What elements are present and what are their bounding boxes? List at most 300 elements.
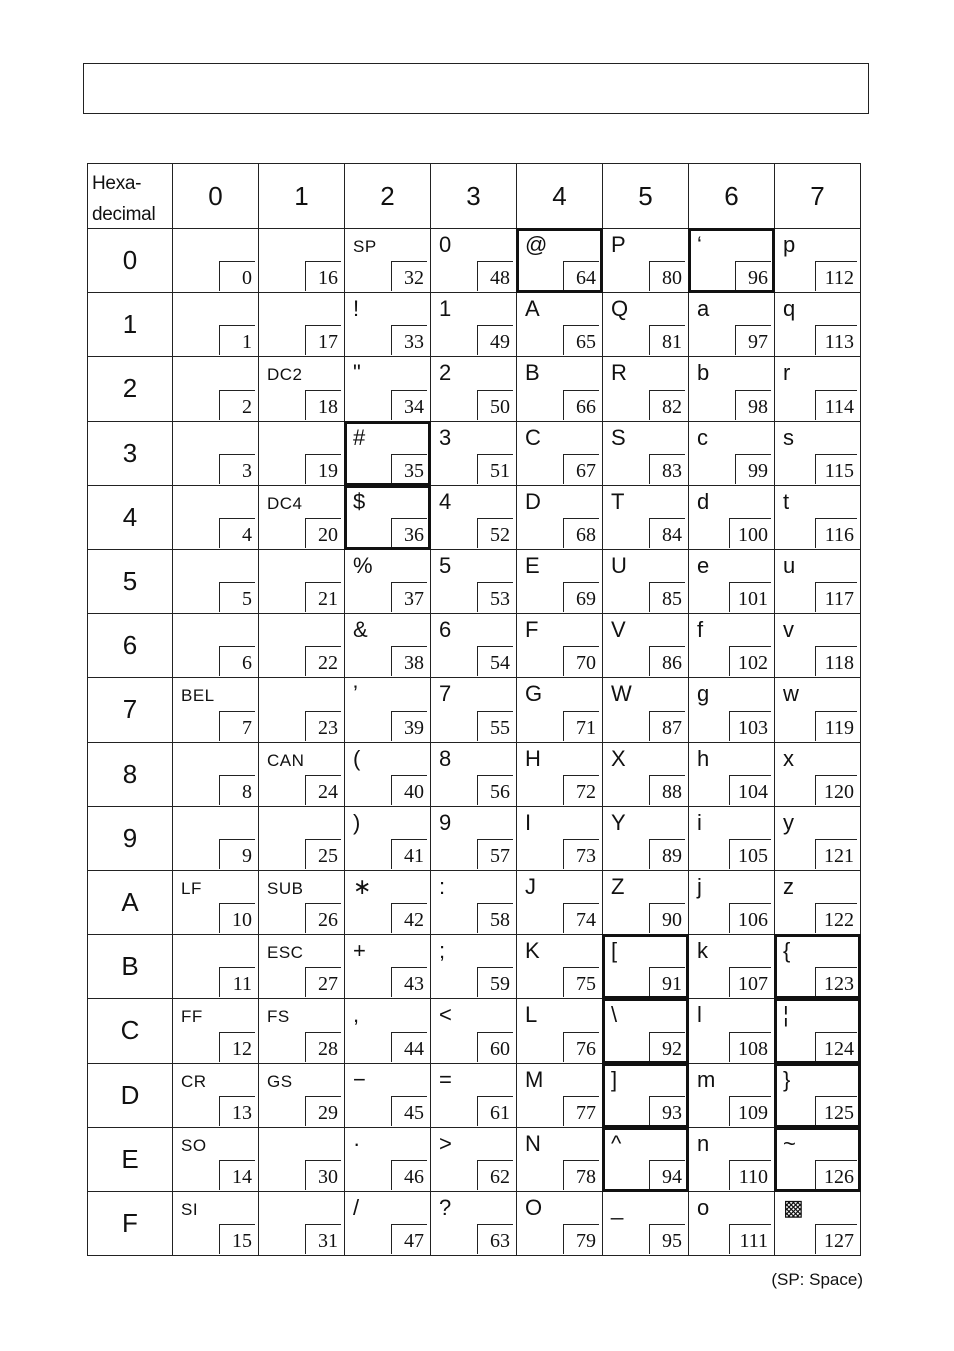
char-symbol: J — [525, 874, 536, 899]
char-symbol: , — [353, 1002, 360, 1028]
char-symbol: > — [439, 1130, 452, 1156]
column-header-5: 5 — [602, 163, 689, 229]
char-code: 113 — [815, 325, 857, 355]
char-cell — [430, 806, 517, 871]
char-cell — [344, 228, 431, 293]
row-header-13: D — [87, 1063, 173, 1128]
char-symbol: < — [439, 1002, 452, 1028]
char-symbol: E — [525, 553, 540, 578]
char-cell — [602, 356, 689, 421]
char-symbol: 9 — [439, 809, 452, 835]
char-code: 41 — [391, 839, 427, 869]
char-code: 54 — [477, 646, 513, 676]
char-code: 3 — [219, 454, 255, 484]
char-cell — [344, 1191, 431, 1256]
char-cell — [172, 998, 259, 1063]
char-symbol: v — [783, 617, 794, 643]
char-cell — [258, 998, 345, 1063]
char-symbol: m — [697, 1066, 716, 1092]
char-code: 81 — [649, 325, 685, 355]
char-code: 23 — [305, 711, 341, 741]
char-code: 73 — [563, 839, 599, 869]
char-symbol: 8 — [439, 745, 452, 771]
char-symbol: Q — [611, 296, 629, 322]
char-cell — [774, 549, 861, 614]
char-symbol: o — [697, 1195, 710, 1220]
row-header-14: E — [87, 1127, 173, 1192]
char-cell — [602, 806, 689, 871]
char-symbol: SP — [353, 237, 377, 256]
char-symbol: FF — [181, 1007, 203, 1027]
row-header-11: B — [87, 934, 173, 999]
char-cell — [516, 677, 603, 742]
char-symbol: SO — [181, 1135, 207, 1155]
char-symbol: P — [611, 232, 626, 257]
char-symbol: 2 — [439, 360, 452, 386]
column-header-3: 3 — [430, 163, 517, 229]
char-symbol: O — [525, 1195, 543, 1220]
char-cell — [344, 1063, 431, 1128]
char-cell — [602, 613, 689, 678]
char-code: 7 — [219, 711, 255, 741]
char-code: 107 — [729, 967, 771, 997]
char-cell — [516, 742, 603, 807]
char-code: 51 — [477, 454, 513, 484]
char-symbol: @ — [525, 232, 548, 257]
char-code: 58 — [477, 903, 513, 933]
char-symbol: h — [697, 745, 710, 771]
title-box — [83, 63, 869, 114]
char-symbol: 5 — [439, 553, 452, 578]
char-symbol: ▩ — [783, 1195, 804, 1220]
char-code: 118 — [815, 646, 857, 676]
char-code: 38 — [391, 646, 427, 676]
char-code: 34 — [391, 390, 427, 420]
char-code: 25 — [305, 839, 341, 869]
char-code: 127 — [815, 1224, 857, 1254]
char-code: 21 — [305, 582, 341, 612]
char-cell — [258, 1127, 345, 1192]
char-code: 96 — [735, 261, 771, 291]
char-symbol: s — [783, 424, 794, 450]
char-code: 19 — [305, 454, 341, 484]
char-code: 46 — [391, 1160, 427, 1190]
char-code: 102 — [729, 646, 771, 676]
char-code: 8 — [219, 775, 255, 805]
char-code: 103 — [729, 711, 771, 741]
char-cell — [258, 421, 345, 486]
char-code: 13 — [219, 1096, 255, 1126]
char-symbol: " — [353, 360, 361, 386]
char-code: 18 — [305, 390, 341, 420]
char-cell — [774, 934, 861, 999]
char-code: 98 — [735, 390, 771, 420]
char-cell — [516, 1063, 603, 1128]
char-code: 14 — [219, 1160, 255, 1190]
row-header-12: C — [87, 998, 173, 1063]
char-code: 32 — [391, 261, 427, 291]
char-code: 57 — [477, 839, 513, 869]
char-code: 105 — [729, 839, 771, 869]
char-code: 49 — [477, 325, 513, 355]
char-symbol: GS — [267, 1071, 293, 1091]
char-cell — [172, 421, 259, 486]
char-symbol: a — [697, 296, 710, 322]
char-symbol: S — [611, 424, 626, 450]
char-code: 117 — [815, 582, 857, 612]
char-symbol: 1 — [439, 296, 452, 322]
char-symbol: · — [353, 1130, 361, 1156]
char-symbol: ) — [353, 809, 361, 835]
char-symbol: B — [525, 360, 540, 386]
column-header-6: 6 — [688, 163, 775, 229]
footnote: (SP: Space) — [771, 1270, 863, 1289]
char-symbol: 0 — [439, 232, 452, 257]
char-symbol: u — [783, 553, 796, 578]
column-header-4: 4 — [516, 163, 603, 229]
char-symbol: C — [525, 424, 541, 450]
char-symbol: X — [611, 745, 626, 771]
char-code: 37 — [391, 582, 427, 612]
char-cell — [258, 228, 345, 293]
char-code: 31 — [305, 1224, 341, 1254]
char-code: 90 — [649, 903, 685, 933]
char-cell — [602, 549, 689, 614]
char-cell — [430, 292, 517, 357]
char-code: 27 — [305, 967, 341, 997]
char-cell — [344, 806, 431, 871]
char-cell — [602, 934, 689, 999]
char-symbol: $ — [353, 488, 366, 514]
char-cell — [774, 1191, 861, 1256]
char-cell — [344, 742, 431, 807]
char-symbol: d — [697, 488, 710, 514]
char-cell — [430, 356, 517, 421]
char-symbol: [ — [611, 938, 618, 964]
row-header-9: 9 — [87, 806, 173, 871]
char-cell — [172, 806, 259, 871]
char-cell — [344, 677, 431, 742]
char-code: 36 — [391, 518, 427, 548]
char-symbol: L — [525, 1002, 538, 1028]
row-header-3: 3 — [87, 421, 173, 486]
char-code: 61 — [477, 1096, 513, 1126]
char-cell — [172, 742, 259, 807]
char-code: 76 — [563, 1032, 599, 1062]
char-cell — [344, 485, 431, 550]
char-code: 56 — [477, 775, 513, 805]
char-code: 28 — [305, 1032, 341, 1062]
char-cell — [516, 1191, 603, 1256]
char-cell — [602, 228, 689, 293]
char-code: 124 — [815, 1032, 857, 1062]
char-code: 75 — [563, 967, 599, 997]
char-symbol: ’ — [353, 681, 358, 707]
char-symbol: c — [697, 424, 708, 450]
char-cell — [774, 356, 861, 421]
char-code: 62 — [477, 1160, 513, 1190]
char-symbol: LF — [181, 879, 202, 898]
char-cell — [774, 485, 861, 550]
char-symbol: b — [697, 360, 710, 386]
char-cell — [258, 742, 345, 807]
char-symbol: CR — [181, 1071, 207, 1091]
char-symbol: DC4 — [267, 493, 303, 513]
char-cell — [516, 421, 603, 486]
char-cell — [258, 806, 345, 871]
char-code: 15 — [219, 1224, 255, 1254]
char-symbol: } — [783, 1066, 791, 1092]
char-symbol: { — [783, 938, 791, 964]
char-cell — [688, 870, 775, 935]
char-code: 70 — [563, 646, 599, 676]
char-symbol: & — [353, 617, 368, 643]
row-header-7: 7 — [87, 677, 173, 742]
char-code: 108 — [729, 1032, 771, 1062]
char-cell — [344, 613, 431, 678]
row-header-8: 8 — [87, 742, 173, 807]
char-code: 87 — [649, 711, 685, 741]
char-symbol: j — [697, 874, 702, 899]
char-code: 45 — [391, 1096, 427, 1126]
char-code: 106 — [729, 903, 771, 933]
char-cell — [344, 870, 431, 935]
char-code: 71 — [563, 711, 599, 741]
char-code: 1 — [219, 325, 255, 355]
corner-label — [87, 163, 173, 229]
char-symbol: Z — [611, 874, 625, 899]
char-symbol: p — [783, 232, 796, 257]
char-code: 115 — [815, 454, 857, 484]
column-header-0: 0 — [172, 163, 259, 229]
char-symbol: I — [525, 809, 532, 835]
char-code: 52 — [477, 518, 513, 548]
char-code: 39 — [391, 711, 427, 741]
char-cell — [688, 1191, 775, 1256]
char-symbol: ~ — [783, 1130, 796, 1156]
char-cell — [258, 1063, 345, 1128]
char-cell — [516, 806, 603, 871]
char-symbol: Y — [611, 809, 626, 835]
char-cell — [172, 613, 259, 678]
char-cell — [344, 934, 431, 999]
char-symbol: ^ — [611, 1130, 622, 1156]
char-code: 47 — [391, 1224, 427, 1254]
char-symbol: 3 — [439, 424, 452, 450]
char-cell — [774, 677, 861, 742]
char-symbol: e — [697, 553, 710, 578]
char-code: 29 — [305, 1096, 341, 1126]
char-symbol: H — [525, 745, 541, 771]
char-symbol: ESC — [267, 943, 304, 963]
char-cell — [688, 1063, 775, 1128]
char-code: 67 — [563, 454, 599, 484]
char-cell — [172, 485, 259, 550]
char-symbol: ( — [353, 745, 361, 771]
char-cell — [172, 1063, 259, 1128]
char-cell — [602, 1127, 689, 1192]
char-code: 111 — [729, 1224, 771, 1254]
char-cell — [430, 421, 517, 486]
char-cell — [688, 613, 775, 678]
char-code: 94 — [649, 1160, 685, 1190]
row-header-4: 4 — [87, 485, 173, 550]
char-code: 72 — [563, 775, 599, 805]
char-code: 93 — [649, 1096, 685, 1126]
char-code: 50 — [477, 390, 513, 420]
char-code: 22 — [305, 646, 341, 676]
char-cell — [602, 742, 689, 807]
char-symbol: BEL — [181, 686, 215, 706]
char-code: 120 — [815, 775, 857, 805]
char-cell — [344, 292, 431, 357]
column-header-2: 2 — [344, 163, 431, 229]
char-cell — [172, 228, 259, 293]
char-symbol: i — [697, 809, 702, 835]
char-cell — [516, 870, 603, 935]
char-code: 11 — [219, 967, 255, 997]
char-code: 6 — [219, 646, 255, 676]
char-symbol: n — [697, 1130, 710, 1156]
char-code: 24 — [305, 775, 341, 805]
char-cell — [602, 870, 689, 935]
char-code: 84 — [649, 518, 685, 548]
char-cell — [430, 677, 517, 742]
char-code: 122 — [815, 903, 857, 933]
char-code: 64 — [563, 261, 599, 291]
char-symbol: K — [525, 938, 540, 964]
char-code: 20 — [305, 518, 341, 548]
char-cell — [602, 677, 689, 742]
char-code: 95 — [649, 1224, 685, 1254]
char-cell — [688, 356, 775, 421]
char-symbol: l — [697, 1002, 702, 1028]
char-cell — [258, 870, 345, 935]
char-cell — [172, 1191, 259, 1256]
char-code: 2 — [219, 390, 255, 420]
char-cell — [258, 1191, 345, 1256]
char-cell — [688, 934, 775, 999]
char-symbol: ? — [439, 1195, 452, 1220]
row-header-10: A — [87, 870, 173, 935]
char-symbol: _ — [611, 1195, 624, 1220]
char-cell — [430, 228, 517, 293]
char-cell — [688, 292, 775, 357]
row-header-1: 1 — [87, 292, 173, 357]
char-symbol: 7 — [439, 681, 452, 707]
char-cell — [688, 421, 775, 486]
char-code: 121 — [815, 839, 857, 869]
char-code: 104 — [729, 775, 771, 805]
char-cell — [344, 1127, 431, 1192]
char-symbol: R — [611, 360, 627, 386]
char-code: 109 — [729, 1096, 771, 1126]
char-cell — [688, 742, 775, 807]
char-cell — [258, 485, 345, 550]
char-code: 5 — [219, 582, 255, 612]
char-symbol: D — [525, 488, 541, 514]
char-cell — [516, 1127, 603, 1192]
char-cell — [430, 998, 517, 1063]
char-symbol: q — [783, 296, 796, 322]
char-cell — [172, 292, 259, 357]
char-code: 74 — [563, 903, 599, 933]
char-code: 116 — [815, 518, 857, 548]
char-code: 68 — [563, 518, 599, 548]
char-code: 114 — [815, 390, 857, 420]
char-symbol: G — [525, 681, 543, 707]
char-code: 88 — [649, 775, 685, 805]
char-cell — [430, 1191, 517, 1256]
char-code: 17 — [305, 325, 341, 355]
char-code: 69 — [563, 582, 599, 612]
char-cell — [774, 1063, 861, 1128]
char-code: 79 — [563, 1224, 599, 1254]
char-code: 66 — [563, 390, 599, 420]
char-cell — [688, 677, 775, 742]
char-cell — [774, 806, 861, 871]
row-header-6: 6 — [87, 613, 173, 678]
char-symbol: / — [353, 1195, 360, 1220]
char-code: 9 — [219, 839, 255, 869]
char-code: 82 — [649, 390, 685, 420]
char-symbol: − — [353, 1066, 366, 1092]
char-cell — [774, 742, 861, 807]
char-cell — [774, 613, 861, 678]
char-cell — [516, 485, 603, 550]
char-symbol: ] — [611, 1066, 618, 1092]
char-code: 42 — [391, 903, 427, 933]
char-code: 78 — [563, 1160, 599, 1190]
char-code: 80 — [649, 261, 685, 291]
char-cell — [774, 292, 861, 357]
char-cell — [774, 1127, 861, 1192]
char-code: 35 — [391, 454, 427, 484]
char-cell — [172, 677, 259, 742]
char-code: 100 — [729, 518, 771, 548]
char-code: 12 — [219, 1032, 255, 1062]
char-symbol: FS — [267, 1007, 290, 1027]
char-code: 101 — [729, 582, 771, 612]
char-symbol: z — [783, 874, 794, 899]
char-symbol: ! — [353, 296, 360, 322]
corner-label-line2: decimal — [92, 204, 156, 225]
char-symbol: k — [697, 938, 708, 964]
char-code: 59 — [477, 967, 513, 997]
char-cell — [516, 549, 603, 614]
char-symbol: DC2 — [267, 365, 303, 385]
char-symbol: r — [783, 360, 791, 386]
char-code: 91 — [649, 967, 685, 997]
char-cell — [430, 1127, 517, 1192]
char-symbol: x — [783, 745, 794, 771]
column-header-1: 1 — [258, 163, 345, 229]
char-cell — [430, 613, 517, 678]
row-header-2: 2 — [87, 356, 173, 421]
char-cell — [172, 870, 259, 935]
char-symbol: g — [697, 681, 710, 707]
character-code-table — [87, 163, 867, 1256]
char-code: 110 — [729, 1160, 771, 1190]
char-symbol: A — [525, 296, 540, 322]
char-code: 44 — [391, 1032, 427, 1062]
row-header-0: 0 — [87, 228, 173, 293]
char-code: 65 — [563, 325, 599, 355]
char-cell — [258, 934, 345, 999]
char-cell — [602, 998, 689, 1063]
char-code: 119 — [815, 711, 857, 741]
char-cell — [602, 485, 689, 550]
